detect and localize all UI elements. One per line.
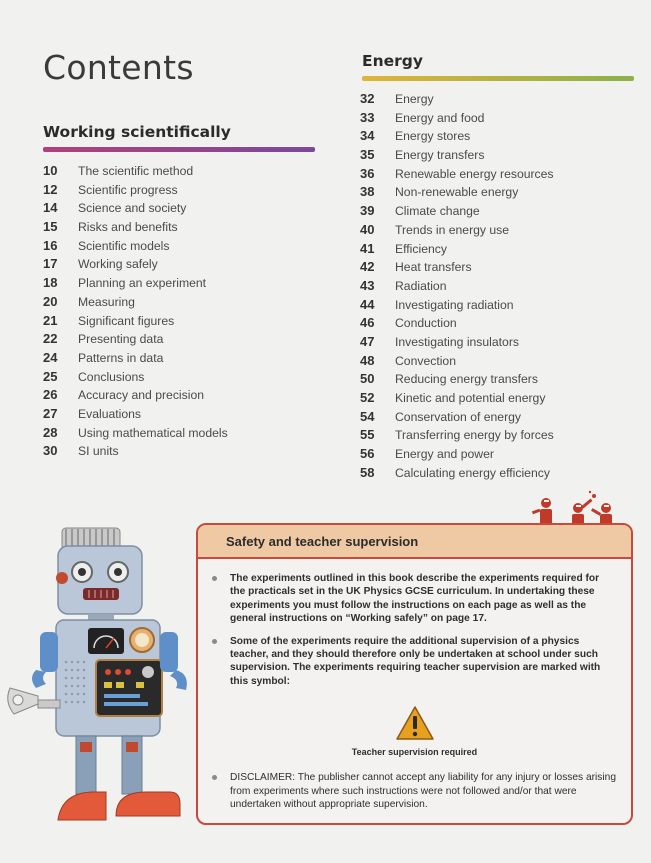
toc-entry: [360, 278, 554, 297]
toc-entry-title: Presenting data: [78, 332, 164, 347]
toc-entry: [360, 334, 554, 353]
toc-entry-title: Reducing energy transfers: [395, 372, 538, 387]
toc-entry: [43, 200, 228, 219]
toc-entry-title: Conclusions: [78, 369, 145, 384]
robot-illustration: [0, 520, 215, 840]
working-section-title: Working scientifically: [43, 123, 231, 141]
toc-entry-title: Convection: [395, 353, 456, 368]
toc-page-number: 35: [360, 147, 375, 163]
toc-entry: [43, 219, 228, 238]
toc-entry-title: Scientific progress: [78, 182, 178, 197]
toc-page-number: 34: [360, 128, 375, 144]
toc-page-number: 25: [43, 368, 58, 384]
teacher-supervision-symbol: [198, 697, 631, 771]
toc-page-number: 24: [43, 349, 58, 365]
toc-entry: [43, 369, 228, 388]
toc-page-number: 12: [43, 181, 58, 197]
toc-page-number: 30: [43, 443, 58, 459]
toc-entry-title: Planning an experiment: [78, 276, 207, 291]
toc-entry: [43, 406, 228, 425]
toc-entry-title: Patterns in data: [78, 350, 164, 365]
safety-disclaimer-list: [198, 771, 631, 811]
toc-entry: [43, 275, 228, 294]
toc-entry-title: Calculating energy efficiency: [395, 465, 550, 480]
energy-toc-list: [360, 91, 554, 483]
toc-entry-title: Energy and food: [395, 110, 485, 125]
toc-entry: [360, 259, 554, 278]
toc-page-number: 50: [360, 371, 375, 387]
toc-entry: [360, 297, 554, 316]
toc-page-number: 47: [360, 333, 375, 349]
toc-entry: [360, 91, 554, 110]
toc-page-number: 15: [43, 219, 58, 235]
toc-page-number: 17: [43, 256, 58, 272]
toc-page-number: 40: [360, 221, 375, 237]
toc-entry: [43, 425, 228, 444]
toc-page-number: 54: [360, 408, 375, 424]
toc-entry-title: Science and society: [78, 201, 187, 216]
safety-bullet-experiments: The experiments outlined in this book describe the experiments required for the practicals set in the UK Physics GCSE curriculum. In undertaking these experiments you must follow the instructions on each page as well as the general instructions on “Working safely” on page 17.: [210, 572, 617, 626]
toc-entry: [43, 387, 228, 406]
toc-page-number: 43: [360, 277, 375, 293]
toc-entry: [360, 390, 554, 409]
toc-entry-title: Risks and benefits: [78, 220, 178, 235]
toc-entry-title: Working safely: [78, 257, 158, 272]
toc-entry: [43, 294, 228, 313]
toc-page-number: 27: [43, 405, 58, 421]
toc-entry: [43, 163, 228, 182]
toc-page-number: 58: [360, 464, 375, 480]
toc-page-number: 22: [43, 331, 58, 347]
toc-page-number: 42: [360, 259, 375, 275]
energy-section-title: Energy: [362, 52, 423, 70]
toc-entry: [360, 241, 554, 260]
toc-entry: [43, 238, 228, 257]
toc-entry: [360, 184, 554, 203]
toc-entry: [360, 446, 554, 465]
toc-entry: [360, 203, 554, 222]
toc-entry-title: Heat transfers: [395, 260, 472, 275]
toc-page-number: 39: [360, 203, 375, 219]
toc-entry-title: Radiation: [395, 278, 447, 293]
toc-entry: [360, 427, 554, 446]
toc-entry: [360, 409, 554, 428]
toc-page-number: 32: [360, 91, 375, 106]
toc-entry-title: Energy transfers: [395, 148, 485, 163]
toc-entry: [360, 465, 554, 484]
safety-bullets: [198, 559, 631, 688]
energy-section-rule: [362, 76, 634, 81]
toc-entry-title: Trends in energy use: [395, 222, 510, 237]
working-toc-list: [43, 163, 228, 462]
toc-page-number: 55: [360, 427, 375, 443]
toc-entry-title: Evaluations: [78, 406, 142, 421]
toc-page-number: 14: [43, 200, 58, 216]
toc-entry: [360, 147, 554, 166]
working-section-rule: [43, 147, 315, 152]
toc-page-number: 56: [360, 446, 375, 462]
toc-entry-title: Efficiency: [395, 241, 447, 256]
toc-entry: [43, 313, 228, 332]
toc-entry-title: Transferring energy by forces: [395, 428, 554, 443]
toc-entry: [360, 371, 554, 390]
toc-entry: [360, 128, 554, 147]
toc-entry-title: Energy stores: [395, 129, 471, 144]
toc-page-number: 52: [360, 390, 375, 405]
toc-page-number: 44: [360, 296, 375, 312]
toc-entry-title: Kinetic and potential energy: [395, 391, 546, 405]
toc-entry-title: Energy and power: [395, 447, 494, 462]
toc-page-number: 33: [360, 109, 375, 125]
toc-entry-title: Measuring: [78, 294, 135, 309]
toc-entry-title: Investigating radiation: [395, 297, 514, 312]
toc-page-number: 21: [43, 312, 58, 328]
toc-entry-title: The scientific method: [78, 164, 194, 178]
toc-entry: [43, 350, 228, 369]
toc-entry-title: Conservation of energy: [395, 409, 522, 424]
toc-entry: [360, 166, 554, 185]
toc-page-number: 41: [360, 240, 375, 256]
safety-panel-title: Safety and teacher supervision: [198, 525, 631, 559]
warning-triangle-icon: [395, 705, 435, 741]
warning-caption: Teacher supervision required: [351, 747, 478, 758]
toc-entry: [43, 182, 228, 201]
toc-entry-title: Accuracy and precision: [78, 388, 204, 403]
toc-page-number: 28: [43, 424, 58, 440]
toc-entry-title: Scientific models: [78, 238, 170, 253]
toc-entry-title: Significant figures: [78, 313, 175, 328]
toc-entry-title: Energy: [395, 92, 434, 106]
toc-entry: [360, 110, 554, 129]
toc-entry-title: SI units: [78, 444, 119, 459]
safety-bullet-disclaimer: DISCLAIMER: The publisher cannot accept any liability for any injury or losses arising from experiments where such instructions were not followed and/or that were undertaken without appropriate supervision.: [210, 771, 617, 811]
safety-panel: [196, 523, 633, 825]
toc-entry: [360, 353, 554, 372]
toc-entry: [360, 222, 554, 241]
toc-entry-title: Investigating insulators: [395, 334, 519, 349]
toc-page-number: 18: [43, 275, 58, 291]
toc-page-number: 10: [43, 163, 58, 178]
toc-page-number: 36: [360, 165, 375, 181]
toc-entry: [43, 256, 228, 275]
toc-page-number: 48: [360, 352, 375, 368]
safety-bullet-supervision: Some of the experiments require the additional supervision of a physics teacher, and they should therefore only be undertaken at school under such supervision. The experiments requiring teacher supervision are marked with this symbol:: [210, 635, 617, 689]
toc-entry-title: Conduction: [395, 316, 457, 331]
page-title: Contents: [43, 48, 194, 87]
toc-entry-title: Using mathematical models: [78, 425, 228, 440]
toc-page-number: 26: [43, 387, 58, 403]
toc-entry: [360, 315, 554, 334]
toc-page-number: 38: [360, 184, 375, 200]
toc-page-number: 46: [360, 315, 375, 331]
toc-entry: [43, 331, 228, 350]
toc-entry-title: Climate change: [395, 204, 480, 219]
toc-entry-title: Non-renewable energy: [395, 185, 519, 200]
toc-entry: [43, 443, 228, 462]
toc-entry-title: Renewable energy resources: [395, 166, 554, 181]
toc-page-number: 16: [43, 237, 58, 253]
toc-page-number: 20: [43, 293, 58, 309]
